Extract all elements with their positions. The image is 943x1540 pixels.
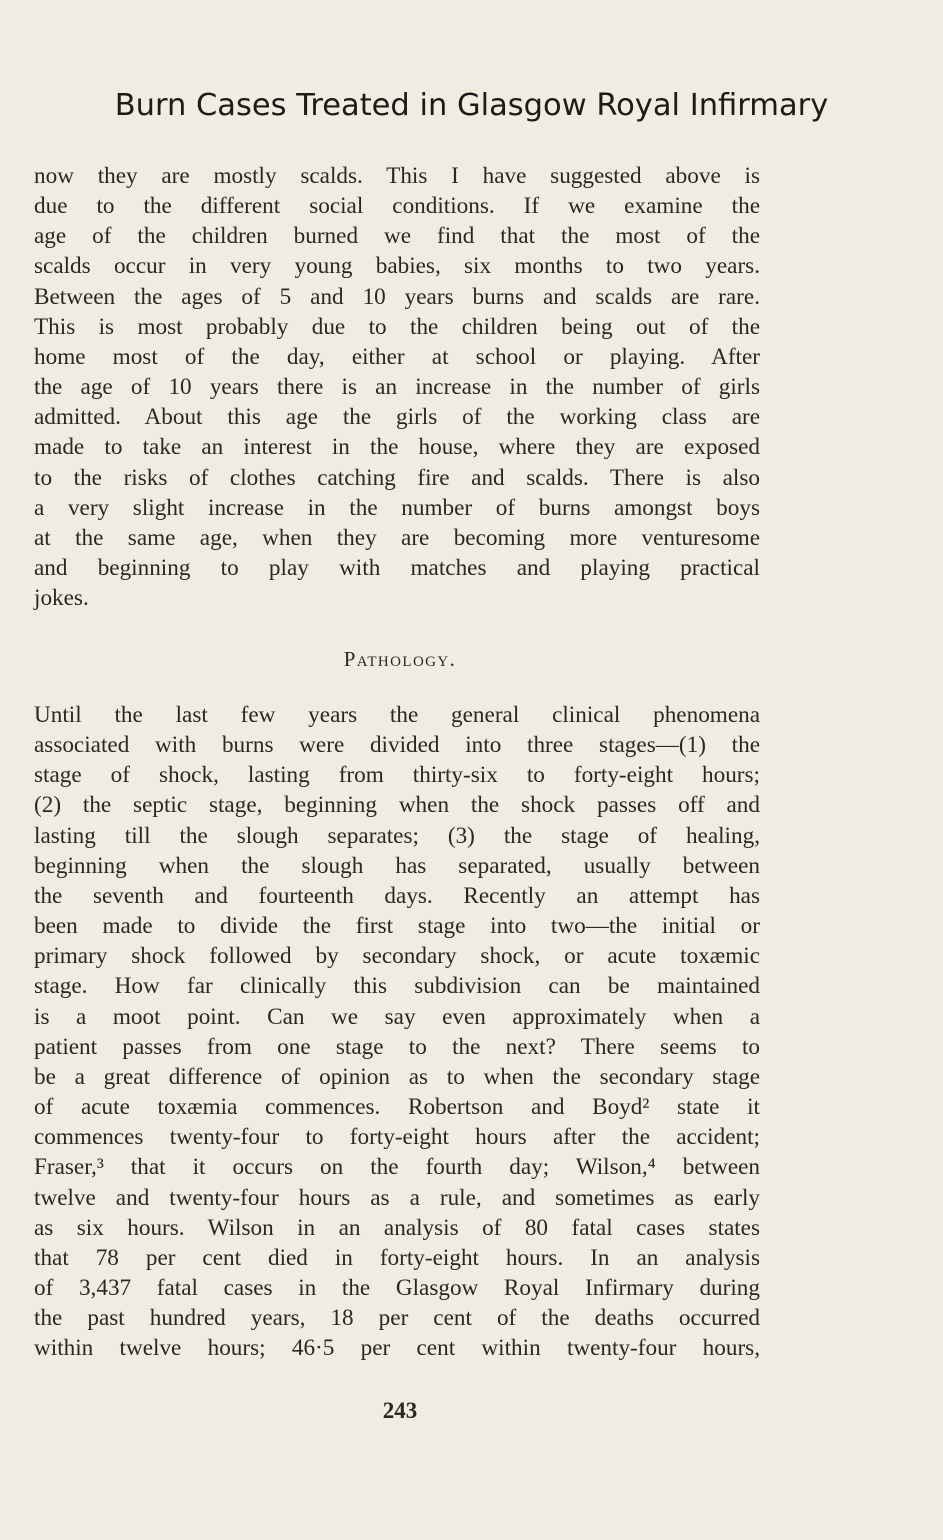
text-line: commences twenty-four to forty-eight hours after the accident; — [34, 1124, 760, 1151]
page-number: 243 — [382, 1398, 418, 1423]
paragraph-2 — [34, 700, 760, 1363]
text-line: that 78 per cent died in forty-eight hours. In an analysis — [34, 1244, 760, 1271]
text-line: of 3,437 fatal cases in the Glasgow Royal Infirmary during — [34, 1274, 760, 1301]
text-line: Until the last few years the general clinical phenomena — [34, 702, 760, 728]
text-line: (2) the septic stage, beginning when the shock passes off and — [34, 792, 760, 819]
text-line: jokes. — [34, 585, 89, 612]
text-line: at the same age, when they are becoming more venturesome — [34, 524, 760, 551]
text-line: home most of the day, either at school or playing. After — [34, 343, 760, 370]
text-line: to the risks of clothes catching fire and scalds. There is also — [34, 464, 760, 491]
text-line: Between the ages of 5 and 10 years burns and scalds are rare. — [34, 283, 760, 310]
text-line: primary shock followed by secondary shock, or acute toxæmic — [34, 943, 760, 970]
text-line: Fraser,³ that it occurs on the fourth day; Wilson,⁴ between — [34, 1154, 760, 1181]
paragraph-1 — [34, 161, 760, 613]
text-line: been made to divide the first stage into two—the initial or — [34, 913, 760, 940]
text-line: of acute toxæmia commences. Robertson and Boyd² state it — [34, 1094, 760, 1121]
text-line: made to take an interest in the house, where they are exposed — [34, 434, 760, 461]
text-line: a very slight increase in the number of burns amongst boys — [34, 494, 760, 521]
text-line: age of the children burned we find that the most of the — [34, 223, 760, 250]
text-line: the past hundred years, 18 per cent of the deaths occurred — [34, 1305, 760, 1332]
text-line: due to the different social conditions. If we examine the — [34, 193, 760, 220]
text-line: admitted. About this age the girls of the working class are — [34, 404, 760, 431]
text-line: now they are mostly scalds. This I have suggested above is — [34, 163, 760, 189]
text-line: the seventh and fourteenth days. Recently an attempt has — [34, 882, 760, 909]
text-line: the age of 10 years there is an increase in the number of girls — [34, 374, 760, 401]
text-line: within twelve hours; 46·5 per cent within twenty-four hours, — [34, 1335, 760, 1362]
text-line: scalds occur in very young babies, six months to two years. — [34, 253, 760, 280]
section-heading: Pathology. — [343, 647, 457, 671]
text-line: beginning when the slough has separated, usually between — [34, 852, 760, 879]
text-line: lasting till the slough separates; (3) the stage of healing, — [34, 822, 760, 849]
text-line: as six hours. Wilson in an analysis of 80 fatal cases states — [34, 1214, 760, 1241]
text-line: is a moot point. Can we say even approximately when a — [34, 1003, 760, 1030]
text-line: twelve and twenty-four hours as a rule, and sometimes as early — [34, 1184, 760, 1211]
text-line: stage of shock, lasting from thirty-six to forty-eight hours; — [34, 762, 760, 789]
text-line: stage. How far clinically this subdivision can be maintained — [34, 973, 760, 1000]
text-line: This is most probably due to the children being out of the — [34, 313, 760, 340]
text-line: patient passes from one stage to the next? There seems to — [34, 1033, 760, 1060]
text-line: associated with burns were divided into three stages—(1) the — [34, 732, 760, 759]
text-line: and beginning to play with matches and playing practical — [34, 555, 760, 582]
running-title: Burn Cases Treated in Glasgow Royal Infirmary — [114, 88, 829, 123]
text-line: be a great difference of opinion as to when the secondary stage — [34, 1063, 760, 1090]
